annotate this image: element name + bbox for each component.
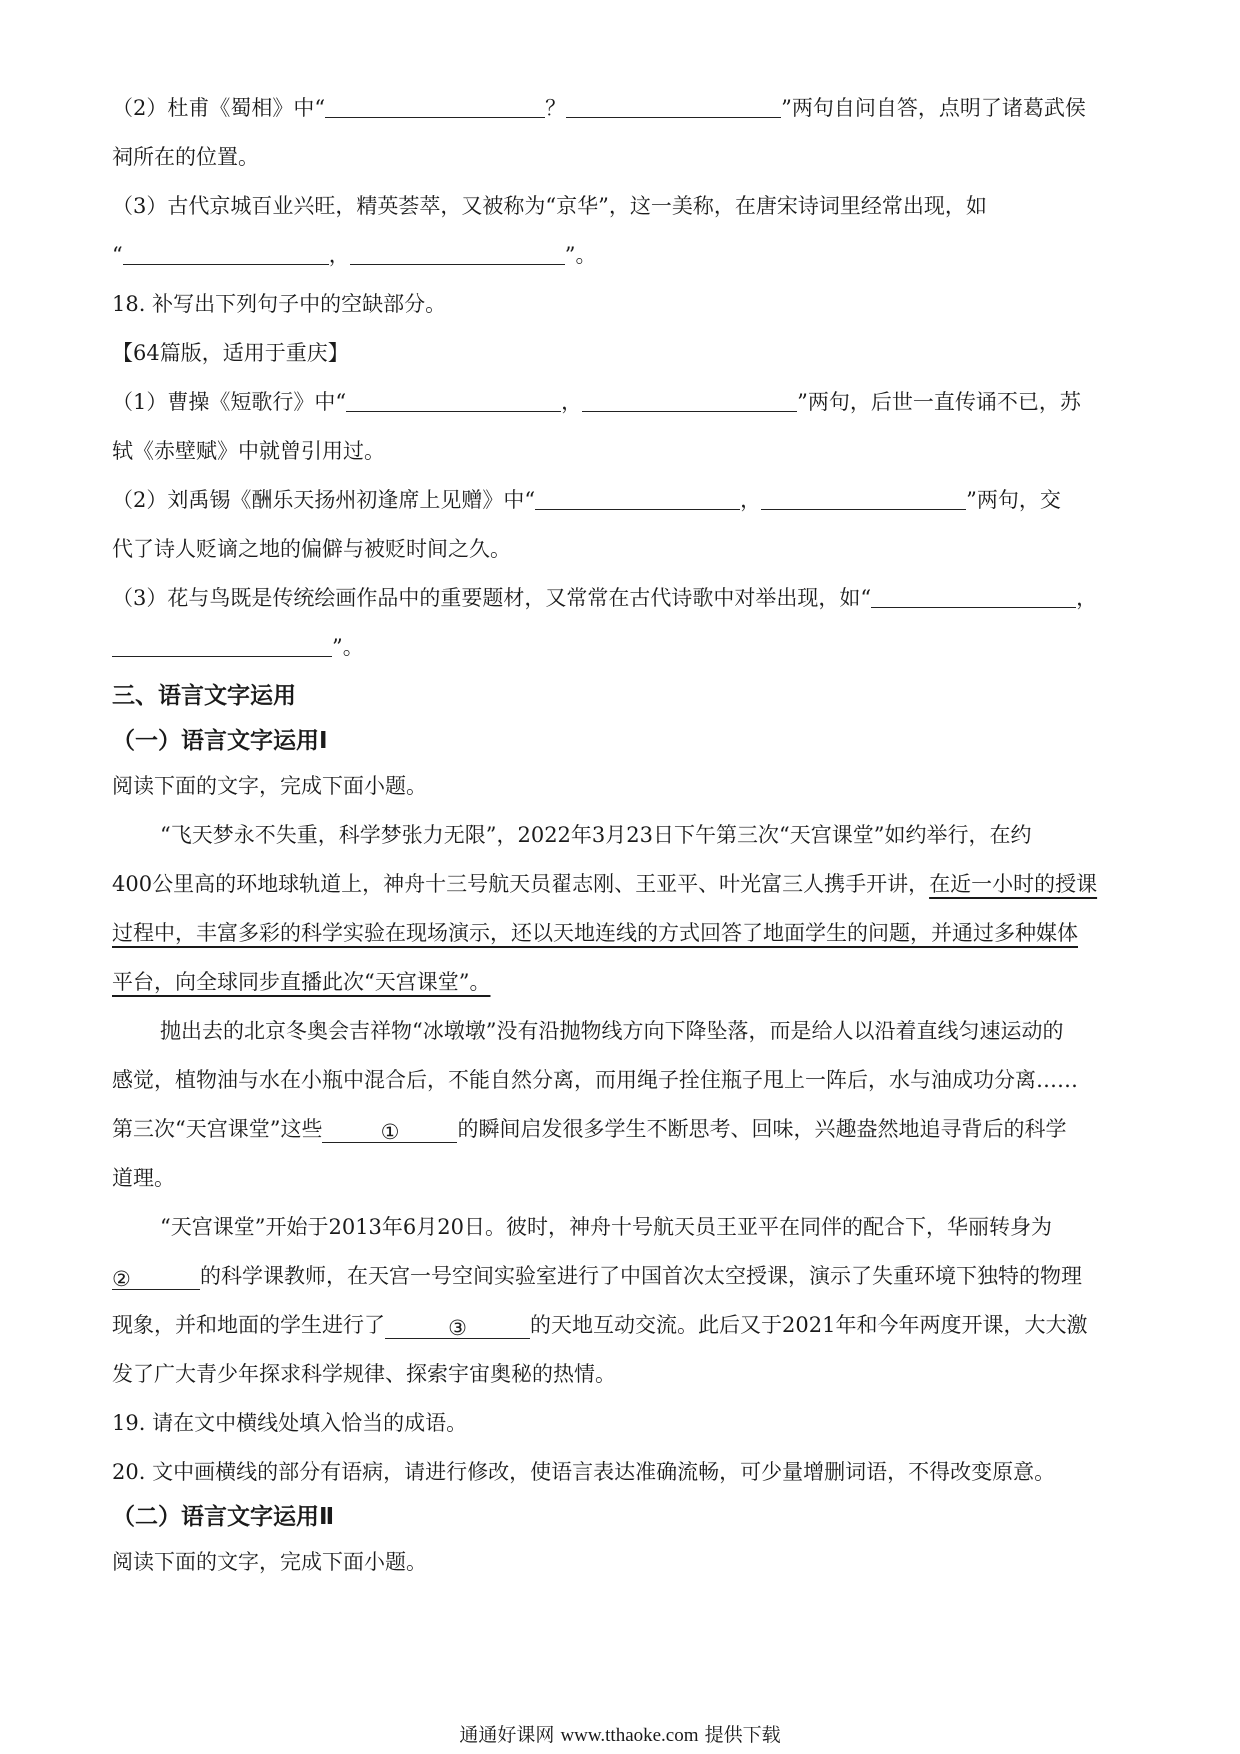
- q18-item2-text-c: ”两句，交: [966, 488, 1061, 512]
- blank-1[interactable]: ①: [322, 1122, 457, 1143]
- q18-item3-line2: [112, 635, 1130, 659]
- q18-title: 18. 补写出下列句子中的空缺部分。: [112, 292, 447, 316]
- blank-line[interactable]: [871, 587, 1076, 608]
- passage-text: 现象，并和地面的学生进行了: [112, 1313, 385, 1337]
- footer-url-link[interactable]: www.tthaoke.com: [560, 1725, 699, 1746]
- passage-p3-line3: [112, 1313, 1130, 1340]
- reading-instruction-2: 阅读下面的文字，完成下面小题。: [112, 1550, 427, 1574]
- q17-item3-text-a: （3）古代京城百业兴旺，精英荟萃，又被称为“京华”，这一美称，在唐宋诗词里经常出现，如: [112, 194, 987, 218]
- footer-site-name: 通通好课网: [459, 1724, 555, 1746]
- passage-p1-line1: “飞天梦永不失重，科学梦张力无限”，2022年3月23日下午第三次“天宫课堂”如约举行，在约: [160, 823, 1032, 847]
- passage-text: 400公里高的环地球轨道上，神舟十三号航天员翟志刚、王亚平、叶光富三人携手开讲，: [112, 872, 930, 896]
- section-title: 三、语言文字运用: [112, 683, 296, 709]
- underlined-sentence: 在近一小时的授课: [929, 872, 1098, 896]
- page-content: [112, 96, 1130, 1599]
- q17-item3-line1: [112, 194, 1130, 218]
- blank-line[interactable]: [123, 244, 329, 265]
- passage-p1-line3: [112, 921, 1130, 945]
- q18-item3-text-a: （3）花与鸟既是传统绘画作品中的重要题材，又常常在古代诗歌中对举出现，如“: [112, 586, 872, 610]
- q18-item1-text-a: （1）曹操《短歌行》中“: [112, 390, 347, 414]
- page-footer: [0, 1720, 1240, 1747]
- q17-item2-line1: [112, 96, 1130, 120]
- q18-item1-text-b: ，: [561, 390, 583, 414]
- footer-suffix: 提供下载: [704, 1724, 781, 1746]
- question-19: 19. 请在文中横线处填入恰当的成语。: [112, 1411, 468, 1435]
- passage-p3-line2: [112, 1264, 1130, 1291]
- passage-p2-line4: 道理。: [112, 1166, 175, 1190]
- q17-item2-line2: [112, 145, 1130, 169]
- passage-text: 的天地互动交流。此后又于2021年和今年两度开课，大大激: [530, 1313, 1088, 1337]
- blank-line[interactable]: [112, 636, 332, 657]
- blank-line[interactable]: [582, 391, 797, 412]
- q18-item1-text-c: ”两句，后世一直传诵不已，苏: [797, 390, 1081, 414]
- passage-text: 的科学课教师，在天宫一号空间实验室进行了中国首次太空授课，演示了失重环境下独特的物理: [200, 1264, 1082, 1288]
- passage-p2-line1: 抛出去的北京冬奥会吉祥物“冰墩墩”没有沿抛物线方向下降坠落，而是给人以沿着直线匀速运动的: [160, 1019, 1064, 1043]
- underlined-sentence: 平台，向全球同步直播此次“天宫课堂”。: [112, 970, 491, 994]
- blank-line[interactable]: [350, 244, 565, 265]
- subsection-title-2: （二）语言文字运用Ⅱ: [112, 1504, 335, 1530]
- q18-item1-line1: [112, 390, 1130, 414]
- q17-item2-text-b: ？: [545, 96, 567, 120]
- underlined-sentence: 过程中，丰富多彩的科学实验在现场演示，还以天地连线的方式回答了地面学生的问题，并通过多种媒体: [112, 921, 1078, 945]
- subsection-title-1: （一）语言文字运用Ⅰ: [112, 728, 328, 754]
- passage-text: 的瞬间启发很多学生不断思考、回味，兴趣盎然地追寻背后的科学: [457, 1117, 1067, 1141]
- q18-item2-line2: 代了诗人贬谪之地的偏僻与被贬时间之久。: [112, 537, 511, 561]
- blank-3[interactable]: ③: [385, 1318, 530, 1339]
- blank-2[interactable]: ②: [112, 1269, 200, 1290]
- q18-version: 【64篇版，适用于重庆】: [112, 341, 349, 365]
- question-20: 20. 文中画横线的部分有语病，请进行修改，使语言表达准确流畅，可少量增删词语，不得改变原意。: [112, 1460, 1056, 1484]
- passage-p1-line2: [112, 872, 1130, 896]
- q17-item2-text-a: （2）杜甫《蜀相》中“: [112, 96, 326, 120]
- passage-p3-line1: “天宫课堂”开始于2013年6月20日。彼时，神舟十号航天员王亚平在同伴的配合下，华丽转身为: [160, 1215, 1052, 1239]
- blank-line[interactable]: [325, 97, 545, 118]
- q17-item2-text-d: 祠所在的位置。: [112, 145, 259, 169]
- blank-line[interactable]: [761, 489, 966, 510]
- passage-p1-line4: [112, 970, 1130, 994]
- blank-line[interactable]: [535, 489, 740, 510]
- q18-item3-line1: [112, 586, 1130, 610]
- q18-item2-text-b: ，: [740, 488, 762, 512]
- passage-text: 第三次“天宫课堂”这些: [112, 1117, 323, 1141]
- q18-item2-line1: [112, 488, 1130, 512]
- reading-instruction-1: 阅读下面的文字，完成下面小题。: [112, 774, 427, 798]
- q18-item1-line2: 轼《赤壁赋》中就曾引用过。: [112, 439, 385, 463]
- passage-p2-line3: [112, 1117, 1130, 1144]
- q17-item2-text-c: ”两句自问自答，点明了诸葛武侯: [781, 96, 1086, 120]
- q18-item3-text-b: ，: [1076, 586, 1098, 610]
- q17-item3-line2: [112, 243, 1130, 267]
- q17-item3-text-c: ，: [328, 243, 350, 267]
- blank-line[interactable]: [566, 97, 781, 118]
- passage-p2-line2: 感觉，植物油与水在小瓶中混合后，不能自然分离，而用绳子拴住瓶子甩上一阵后，水与油成功分离……: [112, 1068, 1078, 1092]
- blank-line[interactable]: [346, 391, 561, 412]
- q18-item2-text-a: （2）刘禹锡《酬乐天扬州初逢席上见赠》中“: [112, 488, 536, 512]
- passage-p3-line4: 发了广大青少年探求科学规律、探索宇宙奥秘的热情。: [112, 1362, 616, 1386]
- q17-item3-text-b: “: [112, 243, 123, 267]
- q17-item3-text-d: ”。: [564, 243, 597, 267]
- q18-item3-text-c: ”。: [332, 635, 364, 659]
